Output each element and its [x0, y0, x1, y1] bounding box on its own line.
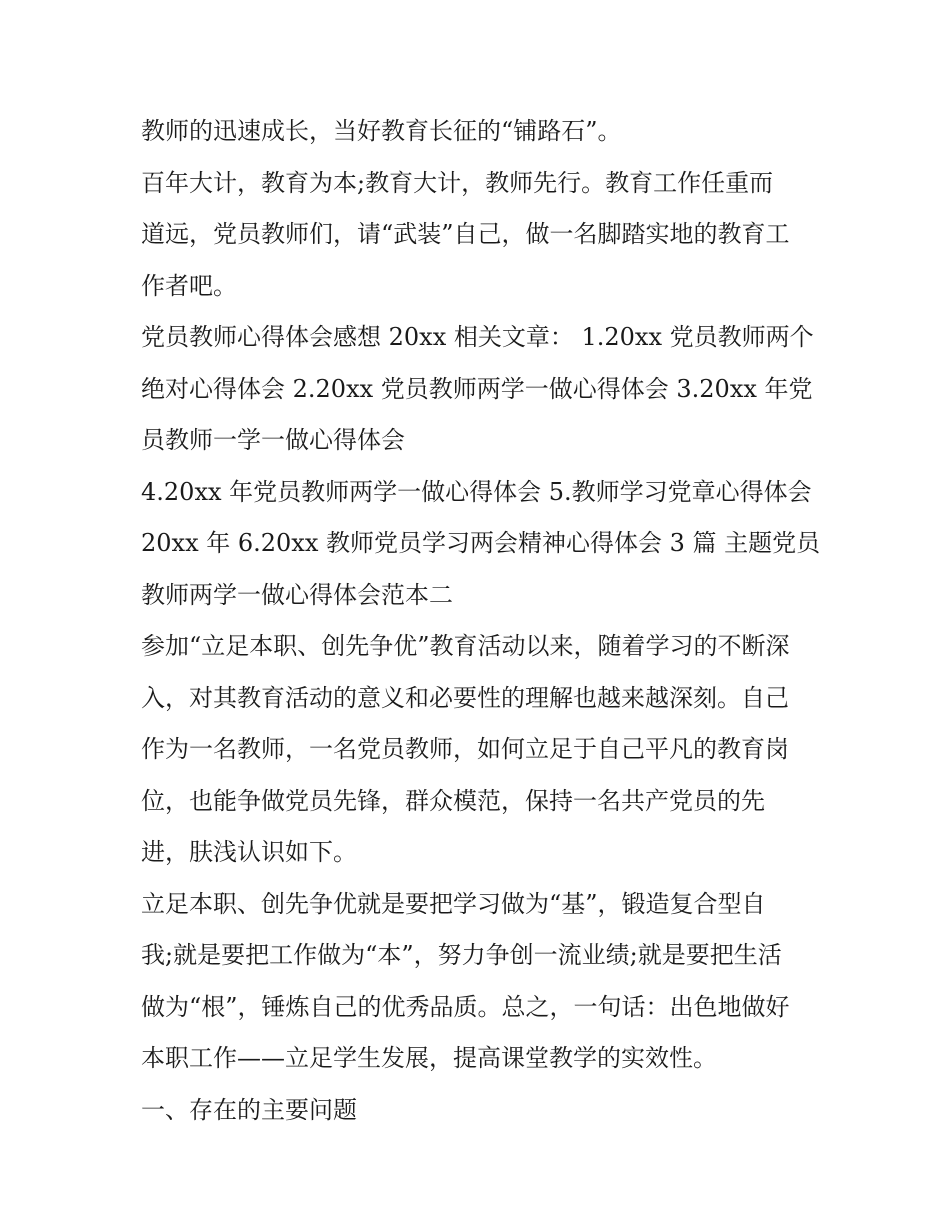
- paragraph-2: [141, 158, 821, 313]
- text-line: 我;就是要把工作做为“本”，努力争创一流业绩;就是要把生活: [141, 941, 782, 969]
- paragraph-6: [141, 879, 821, 1085]
- text-line: 4.20xx 年党员教师两学一做心得体会 5.教师学习党章心得体会: [141, 477, 812, 506]
- text-line: 做为“根”，锤炼自己的优秀品质。总之，一句话：出色地做好: [141, 992, 790, 1021]
- text-line: 道远，党员教师们，请“武装”自己，做一名脚踏实地的教育工: [141, 220, 790, 248]
- paragraph-5: [141, 621, 821, 879]
- text-line: 绝对心得体会 2.20xx 党员教师两学一做心得体会 3.20xx 年党: [141, 374, 813, 403]
- text-line: 参加“立足本职、创先争优”教育活动以来，随着学习的不断深: [141, 632, 790, 660]
- document-body: [141, 106, 821, 1136]
- text-line: 进，肤浅认识如下。: [141, 838, 357, 866]
- text-line: 党员教师心得体会感想 20xx 相关文章： 1.20xx 党员教师两个: [141, 323, 814, 351]
- text-line: 入，对其教育活动的意义和必要性的理解也越来越深刻。自己: [141, 683, 789, 712]
- paragraph-1: [141, 106, 821, 158]
- text-line: 百年大计，教育为本;教育大计，教师先行。教育工作任重而: [141, 168, 774, 197]
- text-line: 作者吧。: [141, 271, 237, 300]
- text-line: 20xx 年 6.20xx 教师党员学习两会精神心得体会 3 篇 主题党员: [141, 529, 821, 557]
- text-line: 作为一名教师，一名党员教师，如何立足于自己平凡的教育岗: [141, 735, 789, 763]
- paragraph-3: [141, 312, 821, 467]
- text-line: 位，也能争做党员先锋，群众模范，保持一名共产党员的先: [141, 786, 765, 815]
- text-line: 立足本职、创先争优就是要把学习做为“基”，锻造复合型自: [141, 889, 766, 918]
- text-line: 员教师一学一做心得体会: [141, 426, 405, 454]
- text-line: 教师的迅速成长，当好教育长征的“铺路石”。: [141, 117, 622, 145]
- text-line: 本职工作——立足学生发展，提高课堂教学的实效性。: [141, 1044, 717, 1072]
- text-line: 教师两学一做心得体会范本二: [141, 580, 453, 609]
- section-heading: [141, 1085, 821, 1137]
- text-line: 一、存在的主要问题: [141, 1095, 357, 1124]
- paragraph-4: [141, 467, 821, 622]
